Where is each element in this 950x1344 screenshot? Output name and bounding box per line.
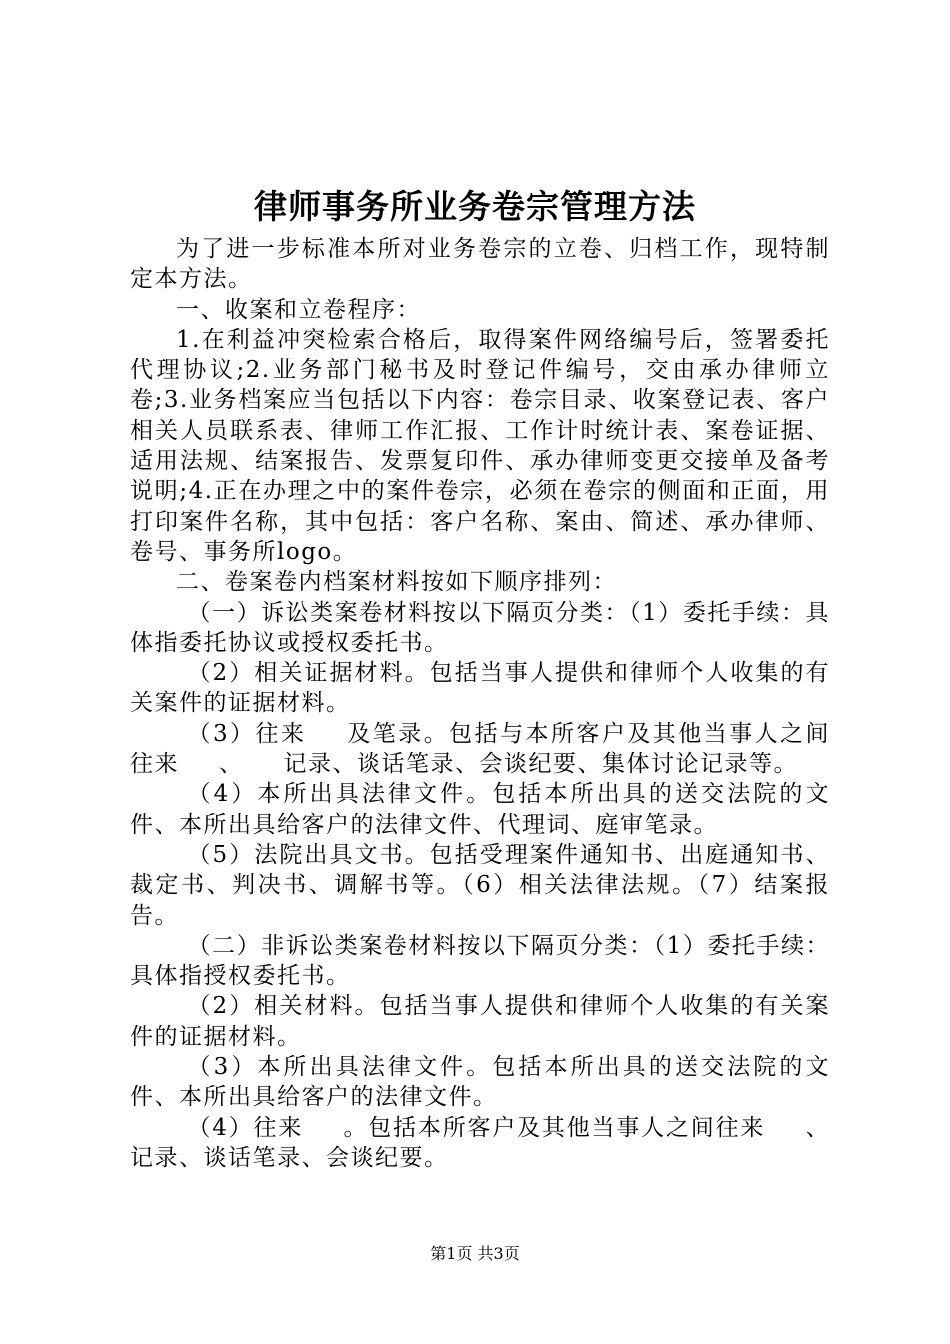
- paragraph-litigation: （一）诉讼类案卷材料按以下隔页分类：（1）委托手续：具体指委托协议或授权委托书。: [130, 599, 830, 656]
- correspondence-part-b: 及笔录。包括与本所客户及其他当事人之间往来: [130, 720, 831, 778]
- paragraph-correspondence: [130, 719, 830, 780]
- correspondence-part-c: 、: [219, 751, 244, 778]
- correspondence2-part-d: 记录、谈话笔录、会谈纪要。: [130, 1144, 449, 1171]
- correspondence-part-d: 记录、谈话笔录、会谈纪要、集体讨论记录等。: [283, 751, 798, 778]
- section-heading-2: 二、卷案卷内档案材料按如下顺序排列：: [176, 569, 617, 596]
- paragraph-related-materials: （2）相关材料。包括当事人提供和律师个人收集的有关案件的证据材料。: [130, 993, 830, 1050]
- document-title: 律师事务所业务卷宗管理方法: [254, 187, 696, 226]
- paragraph-firm-documents: （4）本所出具法律文件。包括本所出具的送交法院的文件、本所出具给客户的法律文件、代理词、庭审笔录。: [130, 781, 830, 838]
- paragraph-evidence: （2）相关证据材料。包括当事人提供和律师个人收集的有关案件的证据材料。: [130, 660, 830, 717]
- document-body: [130, 234, 830, 1173]
- paragraph-court-documents: （5）法院出具文书。包括受理案件通知书、出庭通知书、裁定书、判决书、调解书等。（6）相关法律法规。（7）结案报告。: [130, 841, 830, 929]
- page-footer: 第1页 共3页: [430, 1244, 520, 1263]
- correspondence2-part-a: （4）往来: [187, 1114, 304, 1141]
- paragraph-non-litigation: （二）非诉讼类案卷材料按以下隔页分类：（1）委托手续：具体指授权委托书。: [130, 932, 830, 990]
- paragraph-firm-legal-documents: （3）本所出具法律文件。包括本所出具的送交法院的文件、本所出具给客户的法律文件。: [130, 1054, 830, 1111]
- section-heading-1: 一、收案和立卷程序：: [176, 296, 421, 323]
- paragraph-correspondence-2: [130, 1113, 830, 1174]
- paragraph-intro: 为了进一步标准本所对业务卷宗的立卷、归档工作，现特制定本方法。: [130, 236, 830, 293]
- paragraph-procedure: 1.在利益冲突检索合格后，取得案件网络编号后，签署委托代理协议;2.业务部门秘书及时登记件编号，交由承办律师立卷;3.业务档案应当包括以下内容：卷宗目录、收案登记表、客户相关人员联系表、律师工作汇报、工作计时统计表、案卷证据、适用法规、结案报告、发票复印件、承办律师变更交接单及备考说明;4.正在办理之中的案件卷宗，必须在卷宗的侧面和正面，用打印案件名称，其中包括：客户名称、案由、简述、承办律师、卷号、事务所logo。: [130, 326, 830, 565]
- correspondence-part-a: （3）往来: [187, 720, 307, 747]
- correspondence2-part-b: 。包括本所客户及其他当事人之间往来: [343, 1114, 766, 1141]
- correspondence2-part-c: 、: [805, 1114, 831, 1141]
